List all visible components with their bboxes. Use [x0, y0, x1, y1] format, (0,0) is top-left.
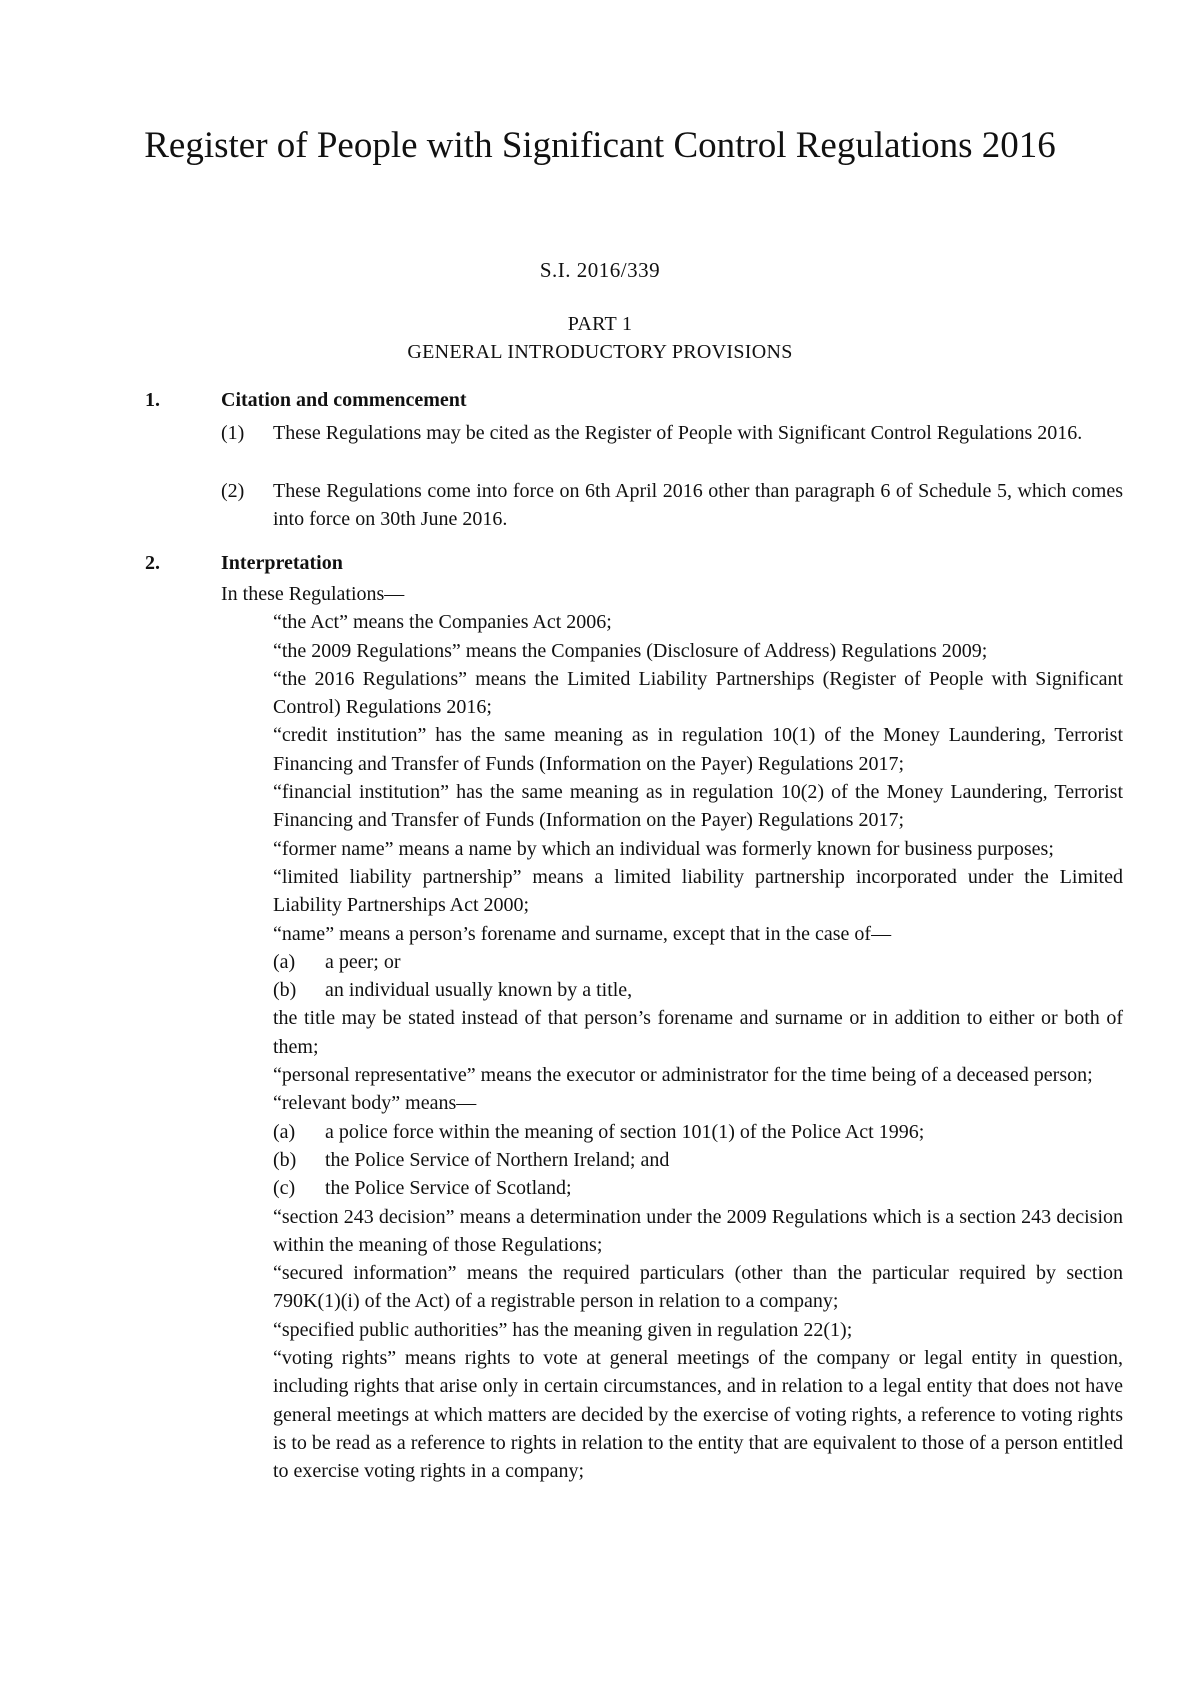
definition-relevant-body-item-b: [273, 1146, 1123, 1174]
part-heading: GENERAL INTRODUCTORY PROVISIONS: [407, 341, 793, 363]
item-text: a peer; or: [325, 950, 401, 973]
definition-2016-regulations: “the 2016 Regulations” means the Limited Liability Partnerships (Register of People with Significant Control) Regulations 2016;: [273, 667, 1123, 719]
section-2-body: [221, 580, 1123, 1486]
section-2-lead: In these Regulations—: [221, 583, 405, 605]
section-2-title: Interpretation: [221, 552, 343, 574]
definition-name-item-a: [273, 948, 1123, 976]
definition-name: “name” means a person’s forename and surname, except that in the case of—: [273, 922, 892, 945]
section-1-paragraph-2: [221, 477, 1123, 533]
definition-secured-information: “secured information” means the required particulars (other than the particular required by section 790K(1)(i) of the Act) of a registrable person in relation to a company;: [273, 1262, 1123, 1313]
definition-the-act: “the Act” means the Companies Act 2006;: [273, 611, 612, 634]
definition-name-tail: the title may be stated instead of that person’s forename and surname or in addition to either or both of them;: [273, 1007, 1123, 1058]
definition-limited-liability-partnership: “limited liability partnership” means a limited liability partnership incorporated under the Limited Liability Partnerships Act 2000;: [273, 865, 1123, 917]
item-number: (a): [273, 950, 296, 973]
item-text: an individual usually known by a title,: [325, 979, 633, 1002]
item-text: the Police Service of Northern Ireland; and: [325, 1148, 670, 1171]
definition-relevant-body: “relevant body” means—: [273, 1092, 477, 1115]
part-header: [100, 310, 1100, 366]
item-number: (c): [273, 1177, 296, 1200]
definition-voting-rights: “voting rights” means rights to vote at general meetings of the company or legal entity in question, including rights that arise only in certain circumstances, and in relation to a legal entity that does not have general meetings at which matters are decided by the exercise of voting rights, a reference to voting rights is to be read as a reference to rights in relation to the entity that are equivalent to those of a person entitled to exercise voting rights in a company;: [273, 1347, 1123, 1483]
section-1-number: 1.: [145, 389, 160, 411]
definition-section-243-decision: “section 243 decision” means a determination under the 2009 Regulations which is a section 243 decision within the meaning of those Regulations;: [273, 1205, 1123, 1256]
document-title: Register of People with Significant Control Regulations 2016: [144, 125, 1056, 166]
section-2-number: 2.: [145, 552, 160, 574]
paragraph-number: (2): [221, 480, 245, 502]
part-label: PART 1: [567, 313, 633, 335]
paragraph-text: These Regulations come into force on 6th April 2016 other than paragraph 6 of Schedule 5, which comes into force on 30th June 2016.: [273, 480, 1123, 530]
item-text: a police force within the meaning of section 101(1) of the Police Act 1996;: [325, 1120, 925, 1143]
item-text: the Police Service of Scotland;: [325, 1177, 572, 1200]
definition-relevant-body-item-c: [273, 1174, 1123, 1202]
definition-relevant-body-item-a: [273, 1118, 1123, 1146]
paragraph-number: (1): [221, 422, 245, 444]
definition-personal-representative: “personal representative” means the executor or administrator for the time being of a deceased person;: [273, 1064, 1093, 1087]
section-1-paragraph-1: [221, 419, 1123, 447]
item-number: (b): [273, 1148, 297, 1171]
section-1-title: Citation and commencement: [221, 389, 467, 411]
definition-credit-institution: “credit institution” has the same meaning as in regulation 10(1) of the Money Laundering, Terrorist Financing and Transfer of Funds (Information on the Payer) Regulations 2017;: [273, 724, 1123, 775]
definition-specified-public-authorities: “specified public authorities” has the meaning given in regulation 22(1);: [273, 1318, 853, 1341]
definition-former-name: “former name” means a name by which an individual was formerly known for business purposes;: [273, 837, 1054, 860]
paragraph-text: These Regulations may be cited as the Register of People with Significant Control Regulations 2016.: [273, 422, 1083, 444]
definition-2009-regulations: “the 2009 Regulations” means the Companies (Disclosure of Address) Regulations 2009;: [273, 639, 988, 662]
definition-financial-institution: “financial institution” has the same meaning as in regulation 10(2) of the Money Laundering, Terrorist Financing and Transfer of Funds (Information on the Payer) Regulations 2017;: [273, 781, 1123, 832]
definition-name-item-b: [273, 976, 1123, 1004]
definitions-list: [273, 608, 1123, 1485]
item-number: (a): [273, 1120, 296, 1143]
statutory-instrument-number: S.I. 2016/339: [539, 258, 661, 282]
item-number: (b): [273, 979, 297, 1002]
